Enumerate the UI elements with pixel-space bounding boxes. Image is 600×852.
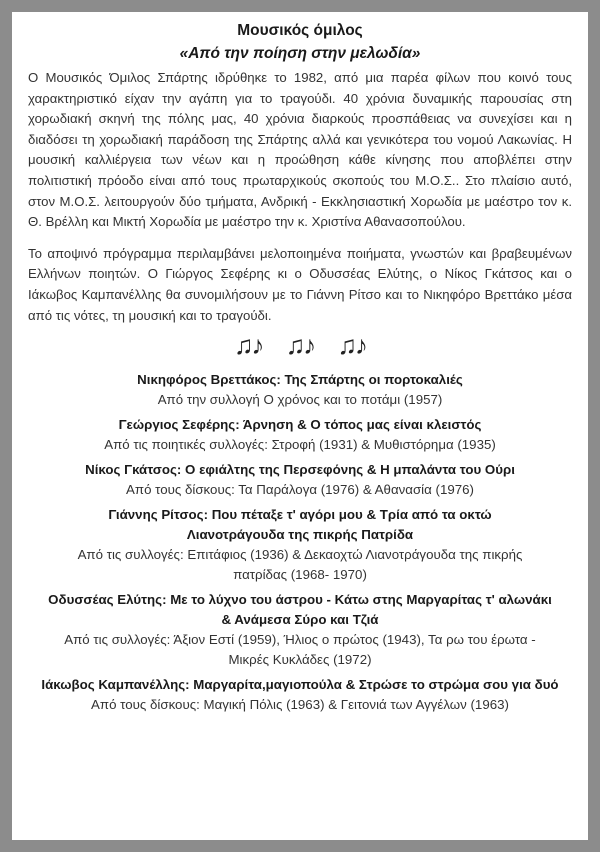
program-entry-vrettakos [28,370,572,410]
page-title: Μουσικός όμιλος [237,22,363,39]
music-notes-icon: ♫♪ [234,330,263,361]
program-entry-kampanellis [28,675,572,715]
music-notes-icon: ♫♪ [337,330,366,361]
program-work-title: Ιάκωβος Καμπανέλλης: Μαργαρίτα,μαγιοπούλα & Στρώσε το στρώμα σου για δυό [41,677,559,693]
program-work-source: Από τις συλλογές: Άξιον Εστί (1959), Ήλιος ο πρώτος (1943), Τα ρω του έρωτα - Μικρές Κυκλάδες (1972) [64,632,536,668]
program-work-title: Γιάννης Ρίτσος: Που πέταξε τ' αγόρι μου & Τρία από τα οκτώ Λιανοτράγουδα της πικρής Πατρίδα [108,507,492,543]
program-work-title: Γεώργιος Σεφέρης: Άρνηση & Ο τόπος μας είναι κλειστός [118,417,482,433]
program-work-source: Από τις ποιητικές συλλογές: Στροφή (1931) & Μυθιστόρημα (1935) [104,437,496,453]
program-entry-ritsos [28,505,572,585]
program-page [12,12,588,840]
program-entry-seferis [28,415,572,455]
program-work-title: Οδυσσέας Ελύτης: Με το λύχνο του άστρου - Κάτω στης Μαργαρίτας τ' αλωνάκι & Ανάμεσα Σύρο και Τζιά [48,592,552,628]
page-subtitle: «Από την ποίηση στην μελωδία» [179,45,421,62]
intro-paragraph-program: Το αποψινό πρόγραμμα περιλαμβάνει μελοποιημένα ποιήματα, γνωστών και βραβευμένων Ελλήνων ποιητών. Ο Γιώργος Σεφέρης κι ο Οδυσσέας Ελύτης, ο Νίκος Γκάτσος και ο Ιάκωβος Καμπανέλλης θα συνομιλήσουν με το Γιάννη Ρίτσο και το Νικηφόρο Βρεττάκο μέσα από τις νότες, τη μουσική και το τραγούδι. [28,245,572,323]
program-work-title: Νίκος Γκάτσος: Ο εφιάλτης της Περσεφόνης & Η μπαλάντα του Ούρι [85,462,515,478]
program-entry-elytis [28,590,572,670]
program-work-source: Από τις συλλογές: Επιτάφιος (1936) & Δεκαοχτώ Λιανοτράγουδα της πικρής πατρίδας (1968- 1970) [77,547,523,583]
program-work-source: Από τους δίσκους: Τα Παράλογα (1976) & Αθανασία (1976) [126,482,474,498]
program-work-source: Από την συλλογή Ο χρόνος και το ποτάμι (1957) [157,392,443,408]
music-notes-icon: ♫♪ [285,330,315,361]
music-notes-icon [28,330,572,360]
intro-paragraph-history: Ο Μουσικός Όμιλος Σπάρτης ιδρύθηκε το 1982, από μια παρέα φίλων που κοινό τους χαρακτηριστικό είχαν την αγάπη για το τραγούδι. 40 χρόνια δυναμικής παρουσίας στη χορωδιακή σκηνή της πόλης μας, 40 χρόνια διαρκούς προσπάθειας να συνεχίσει και η διαδόσει τη χορωδιακή παράδοση της Σπάρτης αλλά και γενικότερα του νομού Λακωνίας. Η μουσική καλλιέργεια των νέων και η προώθηση κάθε κίνησης που αποβλέπει στην πολιτιστική πρόοδο είναι από τους πρωταρχικούς σκοπούς του Μ.Ο.Σ.. Στο πλαίσιο αυτό, στον Μ.Ο.Σ. λειτουργούν δύο τμήματα, Ανδρική - Εκκλησιαστική Χορωδία με μαέστρο τον κ. Θ. Βρέλλη και Μικτή Χορωδία με μαέστρο την κ. Χριστίνα Αθανασοπούλου. [28,70,572,230]
program-entry-gatsos [28,460,572,500]
program-work-title: Νικηφόρος Βρεττάκος: Της Σπάρτης οι πορτοκαλιές [137,372,463,388]
program-work-source: Από τους δίσκους: Μαγική Πόλις (1963) & Γειτονιά των Αγγέλων (1963) [91,697,509,713]
